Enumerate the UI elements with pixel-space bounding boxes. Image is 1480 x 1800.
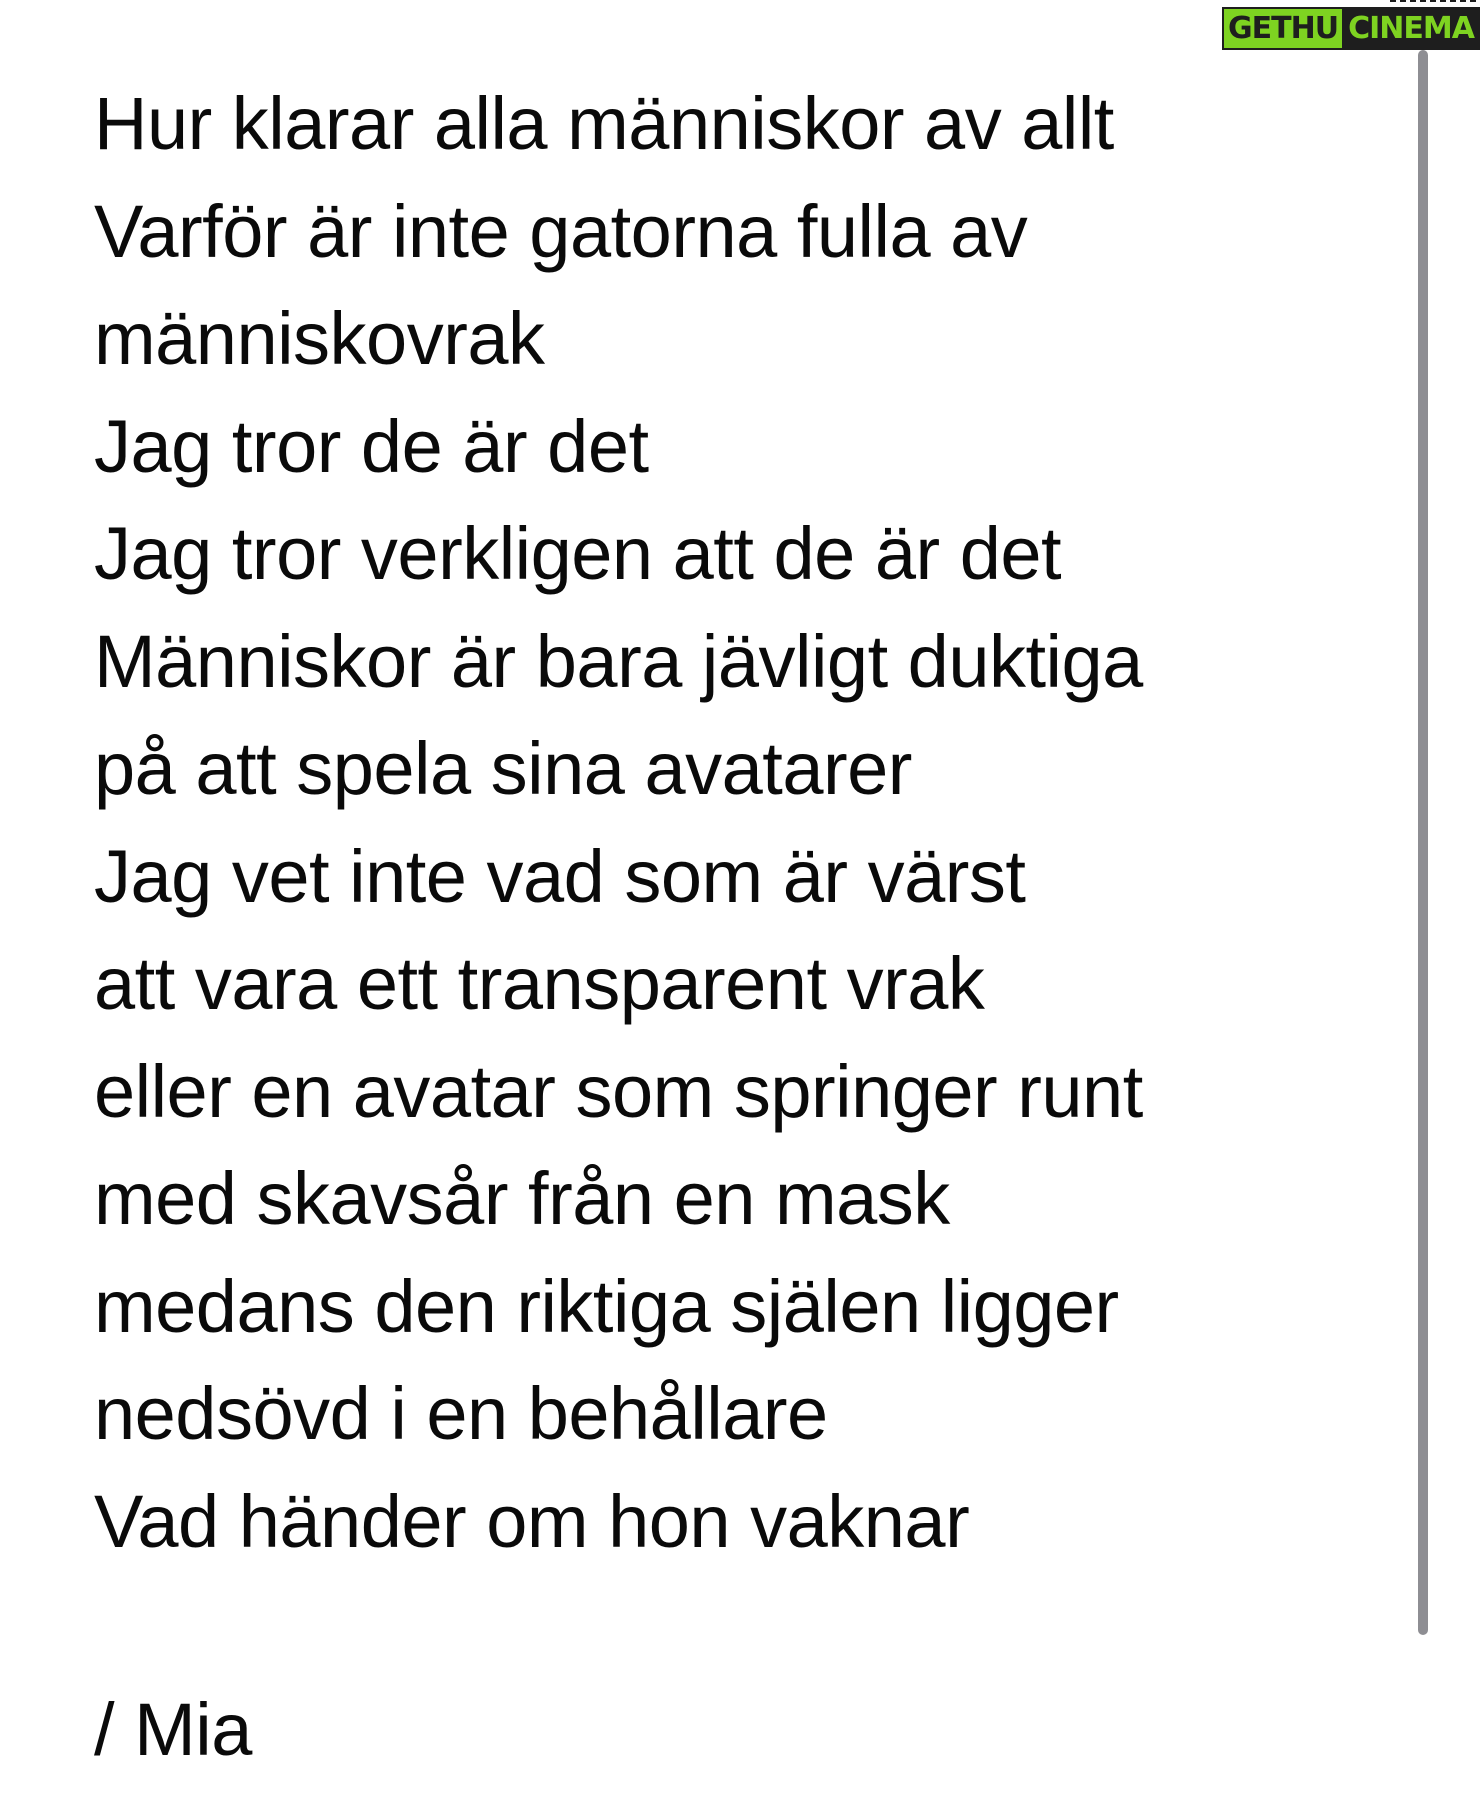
note-text-area[interactable]: [94, 70, 1394, 1575]
poem-line-7: på att spela sina avatarer: [94, 727, 912, 810]
film-strip-icon: [1390, 0, 1480, 2]
poem-line-4: Jag tror de är det: [94, 404, 649, 488]
watermark-logo: [1222, 2, 1480, 54]
poem-line-8: Jag vet inte vad som är värst: [94, 834, 1026, 918]
poem-line-5: Jag tror verkligen att de är det: [94, 512, 1062, 595]
poem-line-1: Hur klarar alla människor av allt: [94, 82, 1114, 165]
vertical-scrollbar[interactable]: [1418, 50, 1428, 1635]
poem-line-10: eller en avatar som springer runt: [94, 1049, 1143, 1133]
poem-line-14: Vad händer om hon vaknar: [94, 1479, 970, 1563]
poem-line-2: Varför är inte gatorna fulla av: [94, 189, 1028, 273]
poem-line-13: nedsövd i en behållare: [94, 1372, 828, 1455]
poem-line-12: medans den riktiga själen ligger: [94, 1264, 1119, 1348]
poem-line-6: Människor är bara jävligt duktiga: [94, 619, 1143, 703]
scrollbar-thumb[interactable]: [1418, 50, 1428, 1635]
poem-line-3: människovrak: [94, 297, 545, 380]
poem-line-9: att vara ett transparent vrak: [94, 942, 985, 1025]
signature: / Mia: [94, 1688, 252, 1771]
watermark-text-left: GETHU: [1222, 7, 1342, 50]
poem-line-11: med skavsår från en mask: [94, 1157, 950, 1240]
watermark-text-right: CINEMA: [1342, 7, 1480, 50]
